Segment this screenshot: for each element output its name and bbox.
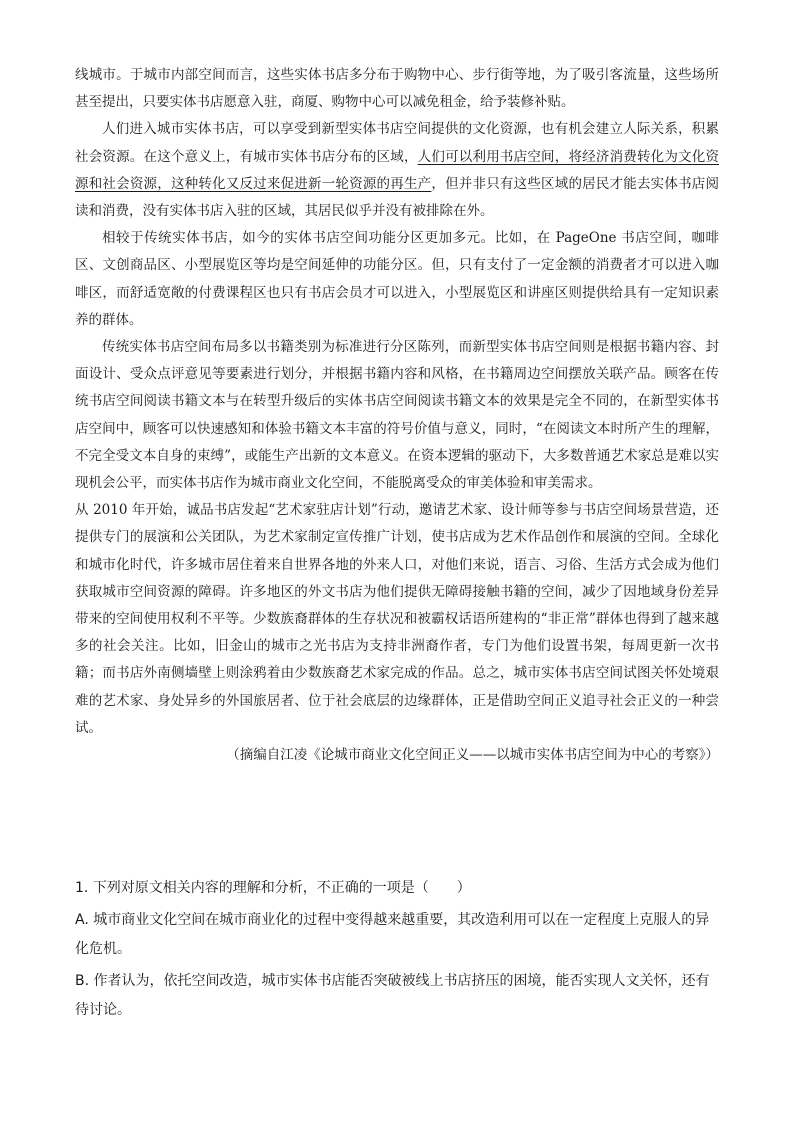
paragraph-2-intro: 人们进入城市实体书店，可以享受到新型实体书店空间提供的文化资源，也有机会建立人际关系，积累社会资源。在这个意义上，有城市实体书店分布的区域， [75, 121, 719, 165]
article-paragraph-4: 传统实体书店空间布局多以书籍类别为标准进行分区陈列，而新型实体书店空间则是根据书籍内容、封面设计、受众点评意见等要素进行划分，并根据书籍内容和风格，在书籍周边空间摆放关联产品。顾客在传统书店空间阅读书籍文本与在转型升级后的实体书店空间阅读书籍文本的效果是完全不同的，在新型实体书店空间中，顾客可以快速感知和体验书籍文本丰富的符号价值与意义，同时，“在阅读文本时所产生的理解，不完全受文本自身的束缚”，或能生产出新的文本意义。在资本逻辑的驱动下，大多数普通艺术家总是难以实现机会公平，而实体书店作为城市商业文化空间，不能脱离受众的审美体验和审美需求。 [75, 339, 719, 492]
article-body [75, 62, 719, 769]
paragraph-2-rest: ，但并非只有这些区域的居民才能去实体书店阅读和消费，没有实体书店入驻的区域，其居民似乎并没有被排除在外。 [75, 175, 720, 220]
article-paragraph-2 [75, 116, 719, 225]
question-1-stem: 1. 下列对原文相关内容的理解和分析，不正确的一项是（ ） [75, 880, 471, 896]
question-1-option-a: A. 城市商业文化空间在城市商业化的过程中变得越来越重要，其改造利用可以在一定程度上克服人的异化危机。 [75, 912, 710, 957]
article-source: （摘编自江凌《论城市商业文化空间正义——以城市实体书店空间为中心的考察》） [226, 747, 719, 764]
underlined-sentence: 人们可以利用书店空间，将经济消费转化为文化资源和社会资源，这种转化又反过来促进新一轮资源的再生产 [75, 148, 720, 192]
question-1-option-b: B. 作者认为，依托空间改造，城市实体书店能否突破被线上书店挤压的困境，能否实现人文关怀，还有待讨论。 [75, 973, 710, 1018]
article-paragraph-3: 相较于传统实体书店，如今的实体书店空间功能分区更加多元。比如，在 PageOne 书店空间，咖啡区、文创商品区、小型展览区等均是空间延伸的功能分区。但，只有支付了一定金额的消费者才可以进入咖啡区，而舒适宽敞的付费课程区也只有书店会员才可以进入，小型展览区和讲座区则提供给具有一定知识素养的群体。 [75, 230, 719, 328]
article-paragraph-1: 线城市。于城市内部空间而言，这些实体书店多分布于购物中心、步行街等地，为了吸引客流量，这些场所甚至提出，只要实体书店愿意入驻，商厦、购物中心可以减免租金，给予装修补贴。 [75, 67, 719, 111]
question-section [75, 874, 719, 1025]
article-paragraph-5: 从 2010 年开始，诚品书店发起“艺术家驻店计划”行动，邀请艺术家、设计师等参与书店空间场景营造，还提供专门的展演和公关团队，为艺术家制定宣传推广计划，使书店成为艺术作品创作和展演的空间。全球化和城市化时代，许多城市居住着来自世界各地的外来人口，对他们来说，语言、习俗、生活方式会成为他们获取城市空间资源的障碍。许多地区的外文书店为他们提供无障碍接触书籍的空间，减少了因地域身份差异带来的空间使用权利不平等。少数族裔群体的生存状况和被霸权话语所建构的“非正常”群体也得到了越来越多的社会关注。比如，旧金山的城市之光书店为支持非洲裔作者，专门为他们设置书架，每周更新一次书籍；而书店外南侧墙壁上则涂鸦着由少数族裔艺术家完成的作品。总之，城市实体书店空间试图关怀处境艰难的艺术家、身处异乡的外国旅居者、位于社会底层的边缘群体，正是借助空间正义追寻社会正义的一种尝试。 [75, 502, 719, 736]
